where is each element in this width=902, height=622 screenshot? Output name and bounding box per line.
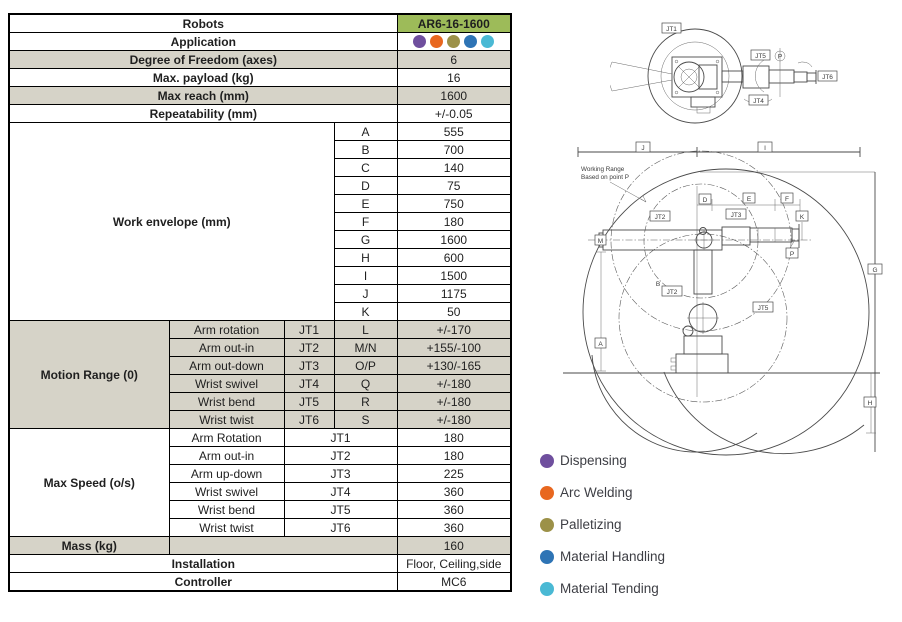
legend-item [540,517,665,532]
installation-value: Floor, Ceiling,side [397,555,511,573]
legend-dot-icon [540,486,554,500]
joint-cell: JT1 [284,321,334,339]
spec-value: 1600 [397,87,511,105]
mass-label: Mass (kg) [9,537,169,555]
table-row-spec [9,51,511,69]
label-jt5-top: JT5 [755,53,766,60]
installation-label: Installation [9,555,397,573]
dim-value-cell: 75 [397,177,511,195]
table-row-controller [9,573,511,592]
application-dots-cell [397,33,511,51]
label-dim-b: B [655,281,661,288]
axis-name-cell: Wrist bend [169,393,284,411]
label-jt2: JT2 [654,214,666,221]
label-jt6: JT6 [822,74,833,81]
axis-name-cell: Arm rotation [169,321,284,339]
label-jt5-side: JT5 [757,305,769,312]
spec-value: +/-0.05 [397,105,511,123]
label-jt1: JT1 [666,26,677,33]
letter-cell: O/P [334,357,397,375]
table-row-installation [9,555,511,573]
label-jt3: JT3 [730,212,742,219]
mass-value: 160 [397,537,511,555]
axis-name-cell: Wrist swivel [169,483,284,501]
robot-working-range-drawing [555,140,902,462]
joint-cell: JT1 [284,429,397,447]
dim-letter-cell: J [334,285,397,303]
dim-letter-cell: A [334,123,397,141]
dim-value-cell: 50 [397,303,511,321]
joint-cell: JT6 [284,519,397,537]
dim-value-cell: 180 [397,213,511,231]
legend-item [540,581,665,596]
range-value-cell: +/-180 [397,393,511,411]
label-dim-j: J [641,145,645,152]
dim-letter-cell: K [334,303,397,321]
label-p-top: P [777,53,783,61]
robot-top-view-drawing [610,5,902,137]
work-envelope-row [9,123,511,141]
dim-letter-cell: I [334,267,397,285]
label-dim-k: K [799,214,805,221]
table-row-mass [9,537,511,555]
legend-item [540,485,665,500]
dim-letter-cell: D [334,177,397,195]
speed-value-cell: 360 [397,483,511,501]
range-value-cell: +/-180 [397,411,511,429]
joint-cell: JT4 [284,483,397,501]
application-dot-icon [430,35,443,48]
dim-letter-cell: C [334,159,397,177]
spec-value: 6 [397,51,511,69]
table-row-spec [9,69,511,87]
speed-value-cell: 180 [397,447,511,465]
robot-model-cell: AR6-16-1600 [397,14,511,33]
dim-value-cell: 600 [397,249,511,267]
robot-spec-table [8,13,512,592]
table-row-spec [9,105,511,123]
dim-value-cell: 750 [397,195,511,213]
application-dot-icon [464,35,477,48]
max-speed-row [9,429,511,447]
axis-name-cell: Arm out-in [169,339,284,357]
dim-value-cell: 1175 [397,285,511,303]
joint-cell: JT6 [284,411,334,429]
dim-letter-cell: F [334,213,397,231]
legend-label: Arc Welding [560,485,633,500]
spec-label: Max reach (mm) [9,87,397,105]
legend-dot-icon [540,518,554,532]
dim-value-cell: 1500 [397,267,511,285]
dim-letter-cell: B [334,141,397,159]
spec-value: 16 [397,69,511,87]
application-legend [540,453,665,596]
table-row-application [9,33,511,51]
work-envelope-label: Work envelope (mm) [9,123,334,321]
spec-label: Max. payload (kg) [9,69,397,87]
axis-name-cell: Wrist bend [169,501,284,519]
joint-cell: JT5 [284,501,397,519]
joint-cell: JT3 [284,357,334,375]
controller-label: Controller [9,573,397,592]
label-dim-d: D [702,197,708,204]
legend-label: Palletizing [560,517,622,532]
controller-value: MC6 [397,573,511,592]
joint-cell: JT4 [284,375,334,393]
range-value-cell: +155/-100 [397,339,511,357]
speed-value-cell: 360 [397,519,511,537]
axis-name-cell: Arm up-down [169,465,284,483]
legend-label: Material Handling [560,549,666,564]
table-row-robots [9,14,511,33]
speed-value-cell: 360 [397,501,511,519]
dim-letter-cell: G [334,231,397,249]
motion-range-row [9,321,511,339]
table-row-spec [9,87,511,105]
label-dim-i: I [764,145,766,152]
legend-dot-icon [540,550,554,564]
axis-name-cell: Arm out-down [169,357,284,375]
application-label: Application [9,33,397,51]
label-dim-e: E [746,196,752,203]
dim-value-cell: 555 [397,123,511,141]
speed-value-cell: 225 [397,465,511,483]
working-range-note-line2: Based on point P [581,174,629,181]
letter-cell: R [334,393,397,411]
speed-value-cell: 180 [397,429,511,447]
range-value-cell: +/-170 [397,321,511,339]
legend-dot-icon [540,454,554,468]
axis-name-cell: Wrist swivel [169,375,284,393]
letter-cell: S [334,411,397,429]
range-value-cell: +130/-165 [397,357,511,375]
legend-label: Material Tending [560,581,659,596]
application-dots [401,35,508,48]
spec-label: Repeatability (mm) [9,105,397,123]
application-dot-icon [413,35,426,48]
legend-item [540,453,665,468]
max-speed-label: Max Speed (o/s) [9,429,169,537]
mass-spacer-cell [169,537,397,555]
letter-cell: Q [334,375,397,393]
spec-label: Degree of Freedom (axes) [9,51,397,69]
dim-value-cell: 1600 [397,231,511,249]
legend-item [540,549,665,564]
dim-letter-cell: H [334,249,397,267]
joint-cell: JT2 [284,339,334,357]
axis-name-cell: Arm Rotation [169,429,284,447]
label-p-side: P [789,251,795,258]
joint-cell: JT3 [284,465,397,483]
robots-label: Robots [9,14,397,33]
label-jt4: JT4 [753,98,764,105]
axis-name-cell: Arm out-in [169,447,284,465]
application-dot-icon [447,35,460,48]
legend-dot-icon [540,582,554,596]
letter-cell: L [334,321,397,339]
axis-name-cell: Wrist twist [169,519,284,537]
motion-range-label: Motion Range (0) [9,321,169,429]
dim-value-cell: 140 [397,159,511,177]
axis-name-cell: Wrist twist [169,411,284,429]
joint-cell: JT5 [284,393,334,411]
label-dim-g: G [872,267,878,274]
dim-value-cell: 700 [397,141,511,159]
label-jt2-lower: JT2 [666,289,678,296]
joint-cell: JT2 [284,447,397,465]
label-dim-a: A [598,341,603,348]
label-dim-h: H [867,400,873,407]
label-dim-f: F [785,196,789,203]
range-value-cell: +/-180 [397,375,511,393]
label-dim-m: M [597,238,604,245]
dim-letter-cell: E [334,195,397,213]
application-dot-icon [481,35,494,48]
legend-label: Dispensing [560,453,627,468]
letter-cell: M/N [334,339,397,357]
working-range-note-line1: Working Range [581,166,625,173]
